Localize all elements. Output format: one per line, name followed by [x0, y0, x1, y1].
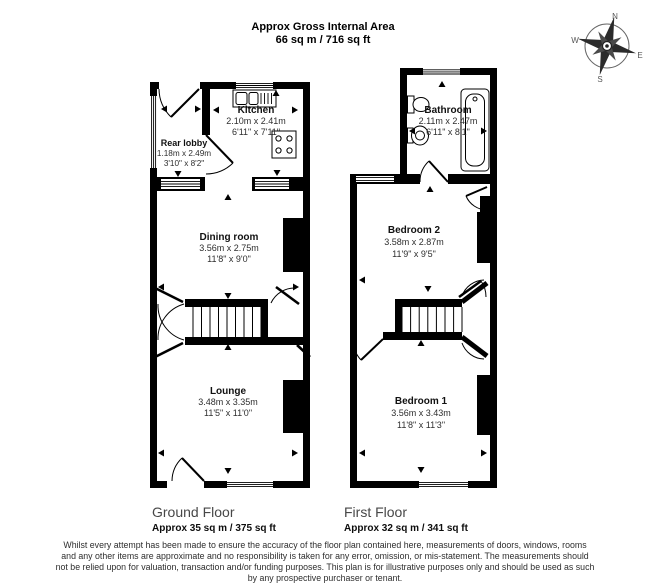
compass-e: E: [637, 51, 643, 60]
rear-lobby-dim-metric: 1.18m x 2.49m: [156, 149, 212, 158]
kitchen-window: [236, 82, 273, 89]
bathroom-label: Bathroom: [424, 105, 472, 116]
chimney-breast: [283, 218, 303, 272]
bedroom1-dim-metric: 3.56m x 3.43m: [391, 408, 451, 418]
kitchen-label: Kitchen: [237, 105, 275, 116]
bedroom2-window: [356, 176, 394, 182]
lounge-dim-metric: 3.48m x 3.35m: [198, 397, 258, 407]
ground-floor-plan: [150, 82, 310, 488]
bathroom-dim-metric: 2.11m x 2.47m: [418, 116, 478, 126]
front-door: [172, 458, 204, 481]
bedroom1-label: Bedroom 1: [394, 396, 448, 407]
first-floor-area: Approx 32 sq m / 341 sq ft: [344, 523, 468, 534]
compass-n: N: [612, 12, 618, 21]
header-title: Approx Gross Internal Area: [251, 21, 395, 33]
disclaimer-text: Whilst every attempt has been made to ensure the accuracy of the floor plan contained here, measurements of doors, windows, rooms and any other items are approximate and no responsibility is taken for any error, omission, or mis-statement. The measurements should not be relied upon for valuation, transaction and/or funding purposes. This plan is for illustrative purposes only and should be used as such by any prospective purchaser or tenant.: [55, 540, 595, 583]
dining-room-dim-imperial: 11'8" x 9'0": [207, 254, 251, 264]
staircase-ground: [193, 307, 261, 337]
chimney-breast: [477, 375, 490, 435]
lounge-window: [227, 481, 273, 488]
chimney-breast: [477, 212, 490, 263]
first-floor-plan: [350, 68, 497, 488]
rear-lobby-dim-imperial: 3'10" x 8'2": [163, 159, 205, 168]
bedroom1-door: [353, 339, 383, 360]
bedroom2-dim-metric: 3.58m x 2.87m: [384, 237, 444, 247]
rear-lobby-door: [159, 89, 199, 117]
compass-rose-icon: [571, 10, 644, 84]
bedroom2-label: Bedroom 2: [387, 225, 441, 236]
bathroom-dim-imperial: 6'11" x 8'1": [426, 127, 470, 137]
dining-room-label: Dining room: [199, 232, 259, 243]
rear-lobby-label: Rear lobby: [160, 138, 208, 148]
bathroom-window: [423, 68, 460, 75]
chimney-breast: [283, 380, 303, 433]
dining-rear-windows: [161, 177, 289, 191]
ground-floor-title: Ground Floor: [152, 504, 235, 520]
compass-s: S: [597, 75, 603, 84]
kitchen-dim-metric: 2.10m x 2.41m: [226, 116, 286, 126]
compass-w: W: [571, 36, 579, 45]
ground-floor-area: Approx 35 sq m / 375 sq ft: [152, 523, 276, 534]
bedroom1-dim-imperial: 11'8" x 11'3": [396, 420, 446, 430]
header-subtitle: 66 sq m / 716 sq ft: [275, 34, 371, 46]
dining-room-dim-metric: 3.56m x 2.75m: [199, 243, 259, 253]
kitchen-dim-imperial: 6'11" x 7'11": [231, 127, 281, 137]
lounge-label: Lounge: [209, 386, 247, 397]
bedroom1-window: [419, 481, 468, 488]
bedroom2-dim-imperial: 11'9" x 9'5": [392, 249, 436, 259]
lounge-dim-imperial: 11'5" x 11'0": [203, 408, 253, 418]
first-floor-title: First Floor: [344, 504, 407, 520]
staircase-first: [402, 307, 462, 332]
stair-doors-ground: [155, 287, 310, 357]
